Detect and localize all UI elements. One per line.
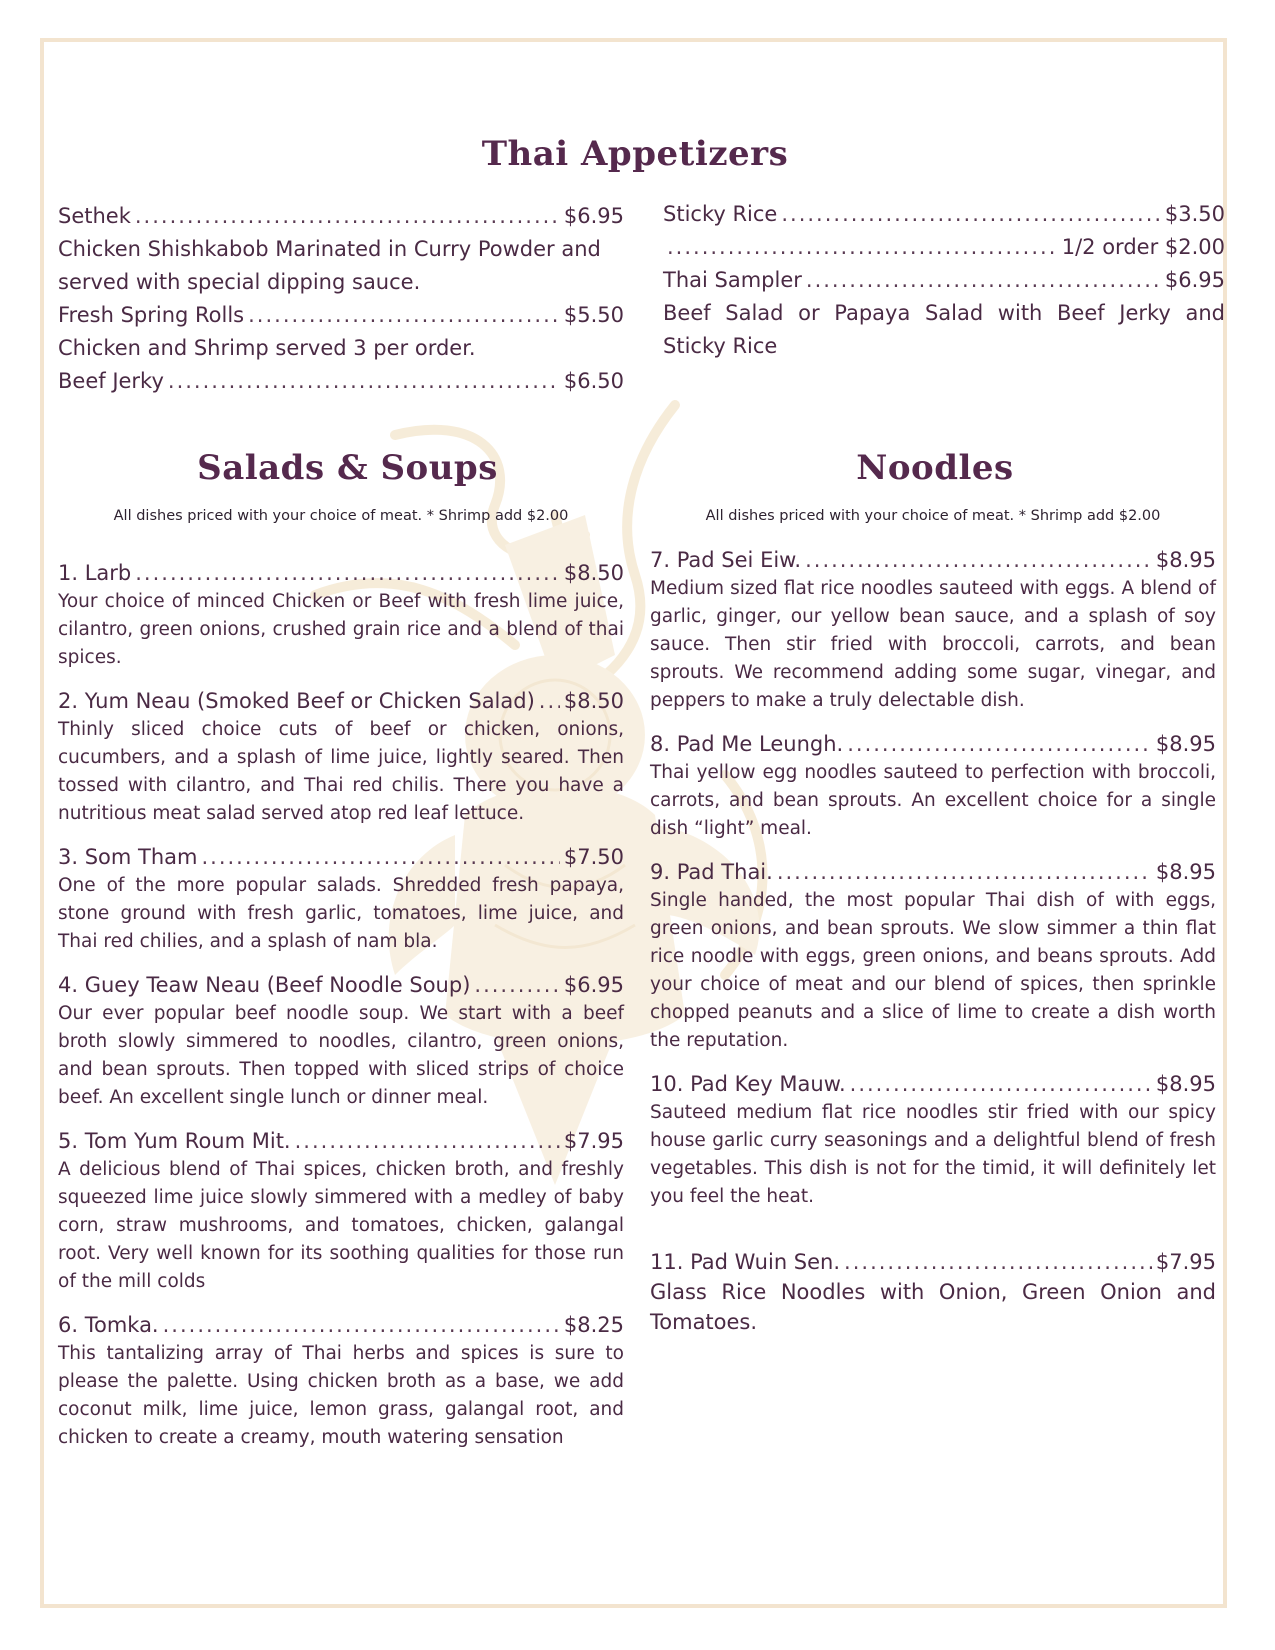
- item-description: Our ever popular beef noodle soup. We start with a beef broth slowly simmered to noodles, cilantro, green onions, and bean sprouts. Then topped with sliced strips of choice beef. An excellent single lunch or dinner meal.: [58, 1003, 624, 1108]
- item-name: 10. Pad Key Mauw.: [650, 1072, 846, 1096]
- item-price: $7.50: [563, 845, 624, 869]
- item-description: Medium sized flat rice noodles sauteed with eggs. A blend of garlic, ginger, our yellow bean sauce, and a splash of soy sauce. Then stir fried with broccoli, carrots, and bean sprouts. We recommend adding some sugar, vinegar, and peppers to make a truly delectable dish.: [650, 578, 1216, 711]
- appetizers-title: Thai Appetizers: [481, 134, 789, 174]
- item-price: $8.25: [563, 1313, 624, 1337]
- appetizers-left: [58, 200, 624, 398]
- item-price: $6.95: [1164, 268, 1225, 292]
- item-name: Fresh Spring Rolls: [58, 303, 245, 327]
- item-name: 8. Pad Me Leungh.: [650, 732, 844, 756]
- item-description: Beef Salad or Papaya Salad with Beef Jerky and Sticky Rice: [663, 301, 1225, 358]
- item-price: $3.50: [1164, 202, 1225, 226]
- item-price: $8.95: [1155, 548, 1216, 572]
- menu-item-sethek: [58, 200, 624, 233]
- item-price: $7.95: [1155, 1250, 1216, 1274]
- item-name: Thai Sampler: [663, 268, 802, 292]
- item-name: 6. Tomka.: [58, 1313, 159, 1337]
- item-price: $8.95: [1155, 1072, 1216, 1096]
- item-description: A delicious blend of Thai spices, chicken broth, and freshly squeezed lime juice slowly simmered with a medley of baby corn, straw mushrooms, and tomatoes, chicken, galangal root. Very well known for its soothing qualities for those run of the mill colds: [58, 1159, 624, 1292]
- item-price: $8.50: [563, 561, 624, 585]
- item-name: Sethek: [58, 204, 131, 228]
- item-name: 5. Tom Yum Roum Mit.: [58, 1129, 291, 1153]
- item-description: Chicken Shishkabob Marinated in Curry Powder and served with special dipping sauce.: [58, 237, 601, 294]
- noodles-note: All dishes priced with your choice of meat. * Shrimp add $2.00: [705, 508, 1161, 524]
- item-name: 2. Yum Neau (Smoked Beef or Chicken Salad): [58, 689, 535, 713]
- item-price: $6.95: [563, 973, 624, 997]
- menu-item-pad-thai: [650, 857, 1216, 1055]
- menu-item-som-tham: [58, 842, 624, 956]
- item-price: $7.95: [563, 1129, 624, 1153]
- menu-item-beef-jerky: [58, 365, 624, 398]
- item-description: One of the more popular salads. Shredded fresh papaya, stone ground with fresh garlic, tomatoes, lime juice, and Thai red chilies, and a splash of nam bla.: [58, 875, 624, 952]
- item-price: $6.95: [563, 204, 624, 228]
- item-name: 4. Guey Teaw Neau (Beef Noodle Soup): [58, 973, 471, 997]
- item-price: $8.95: [1155, 732, 1216, 756]
- item-name: Beef Jerky: [58, 369, 164, 393]
- item-price: $8.95: [1155, 860, 1216, 884]
- item-name: Sticky Rice: [663, 202, 778, 226]
- item-description: Your choice of minced Chicken or Beef with fresh lime juice, cilantro, green onions, crushed grain rice and a blend of thai spices.: [58, 591, 624, 668]
- menu-item-pad-wuin-sen: [650, 1247, 1216, 1337]
- menu-item-yum-neau: [58, 686, 624, 828]
- item-name: 11. Pad Wuin Sen.: [650, 1250, 841, 1274]
- salads-title: Salads & Soups: [197, 448, 498, 488]
- menu-item-fresh-spring-rolls: [58, 299, 624, 332]
- menu-item-pad-sei-eiw: [650, 545, 1216, 715]
- salads-list: [58, 558, 624, 1466]
- menu-item-pad-me-leungh: [650, 729, 1216, 843]
- menu-item-sticky-rice: [663, 198, 1225, 231]
- menu-item-tom-yum-roum-mit: [58, 1126, 624, 1296]
- item-name: 1. Larb: [58, 561, 132, 585]
- noodles-list: [650, 545, 1216, 1351]
- item-description: Single handed, the most popular Thai dish of with eggs, green onions, and bean sprouts. We slow simmer a thin flat rice noodle with eggs, green onions, and beans sprouts. Add your choice of meat and our blend of spices, then sprinkle chopped peanuts and a slice of lime to create a dish worth the reputation.: [650, 890, 1216, 1051]
- menu-item-guey-teaw-neau: [58, 970, 624, 1112]
- salads-note: All dishes priced with your choice of meat. * Shrimp add $2.00: [113, 508, 569, 524]
- menu-item-pad-key-mauw: [650, 1069, 1216, 1211]
- item-name: 7. Pad Sei Eiw.: [650, 548, 802, 572]
- item-description: Thai yellow egg noodles sauteed to perfection with broccoli, carrots, and bean sprouts. An excellent choice for a single dish “light” meal.: [650, 762, 1216, 839]
- menu-item-sticky-rice-half: [663, 231, 1225, 264]
- menu-item-thai-sampler: [663, 264, 1225, 297]
- item-price: $5.50: [563, 303, 624, 327]
- item-description: Thinly sliced choice cuts of beef or chicken, onions, cucumbers, and a splash of lime juice, lightly seared. Then tossed with cilantro, and Thai red chilis. There you have a nutritious meat salad served atop red leaf lettuce.: [58, 719, 624, 824]
- item-description: Glass Rice Noodles with Onion, Green Onion and Tomatoes.: [650, 1280, 1216, 1334]
- noodles-title: Noodles: [856, 448, 1014, 488]
- item-price: 1/2 order $2.00: [1061, 235, 1225, 259]
- menu-item-tomka: [58, 1310, 624, 1452]
- item-description: Chicken and Shrimp served 3 per order.: [58, 336, 476, 360]
- appetizers-right: [663, 198, 1225, 363]
- item-description: This tantalizing array of Thai herbs and spices is sure to please the palette. Using chicken broth as a base, we add coconut milk, lime juice, lemon grass, galangal root, and chicken to create a creamy, mouth watering sensation: [58, 1343, 624, 1448]
- item-price: $8.50: [563, 689, 624, 713]
- menu-item-larb: [58, 558, 624, 672]
- item-description: Sauteed medium flat rice noodles stir fried with our spicy house garlic curry seasonings and a delightful blend of fresh vegetables. This dish is not for the timid, it will definitely let you feel the heat.: [650, 1102, 1216, 1207]
- item-name: 3. Som Tham: [58, 845, 198, 869]
- item-name: 9. Pad Thai.: [650, 860, 773, 884]
- item-price: $6.50: [563, 369, 624, 393]
